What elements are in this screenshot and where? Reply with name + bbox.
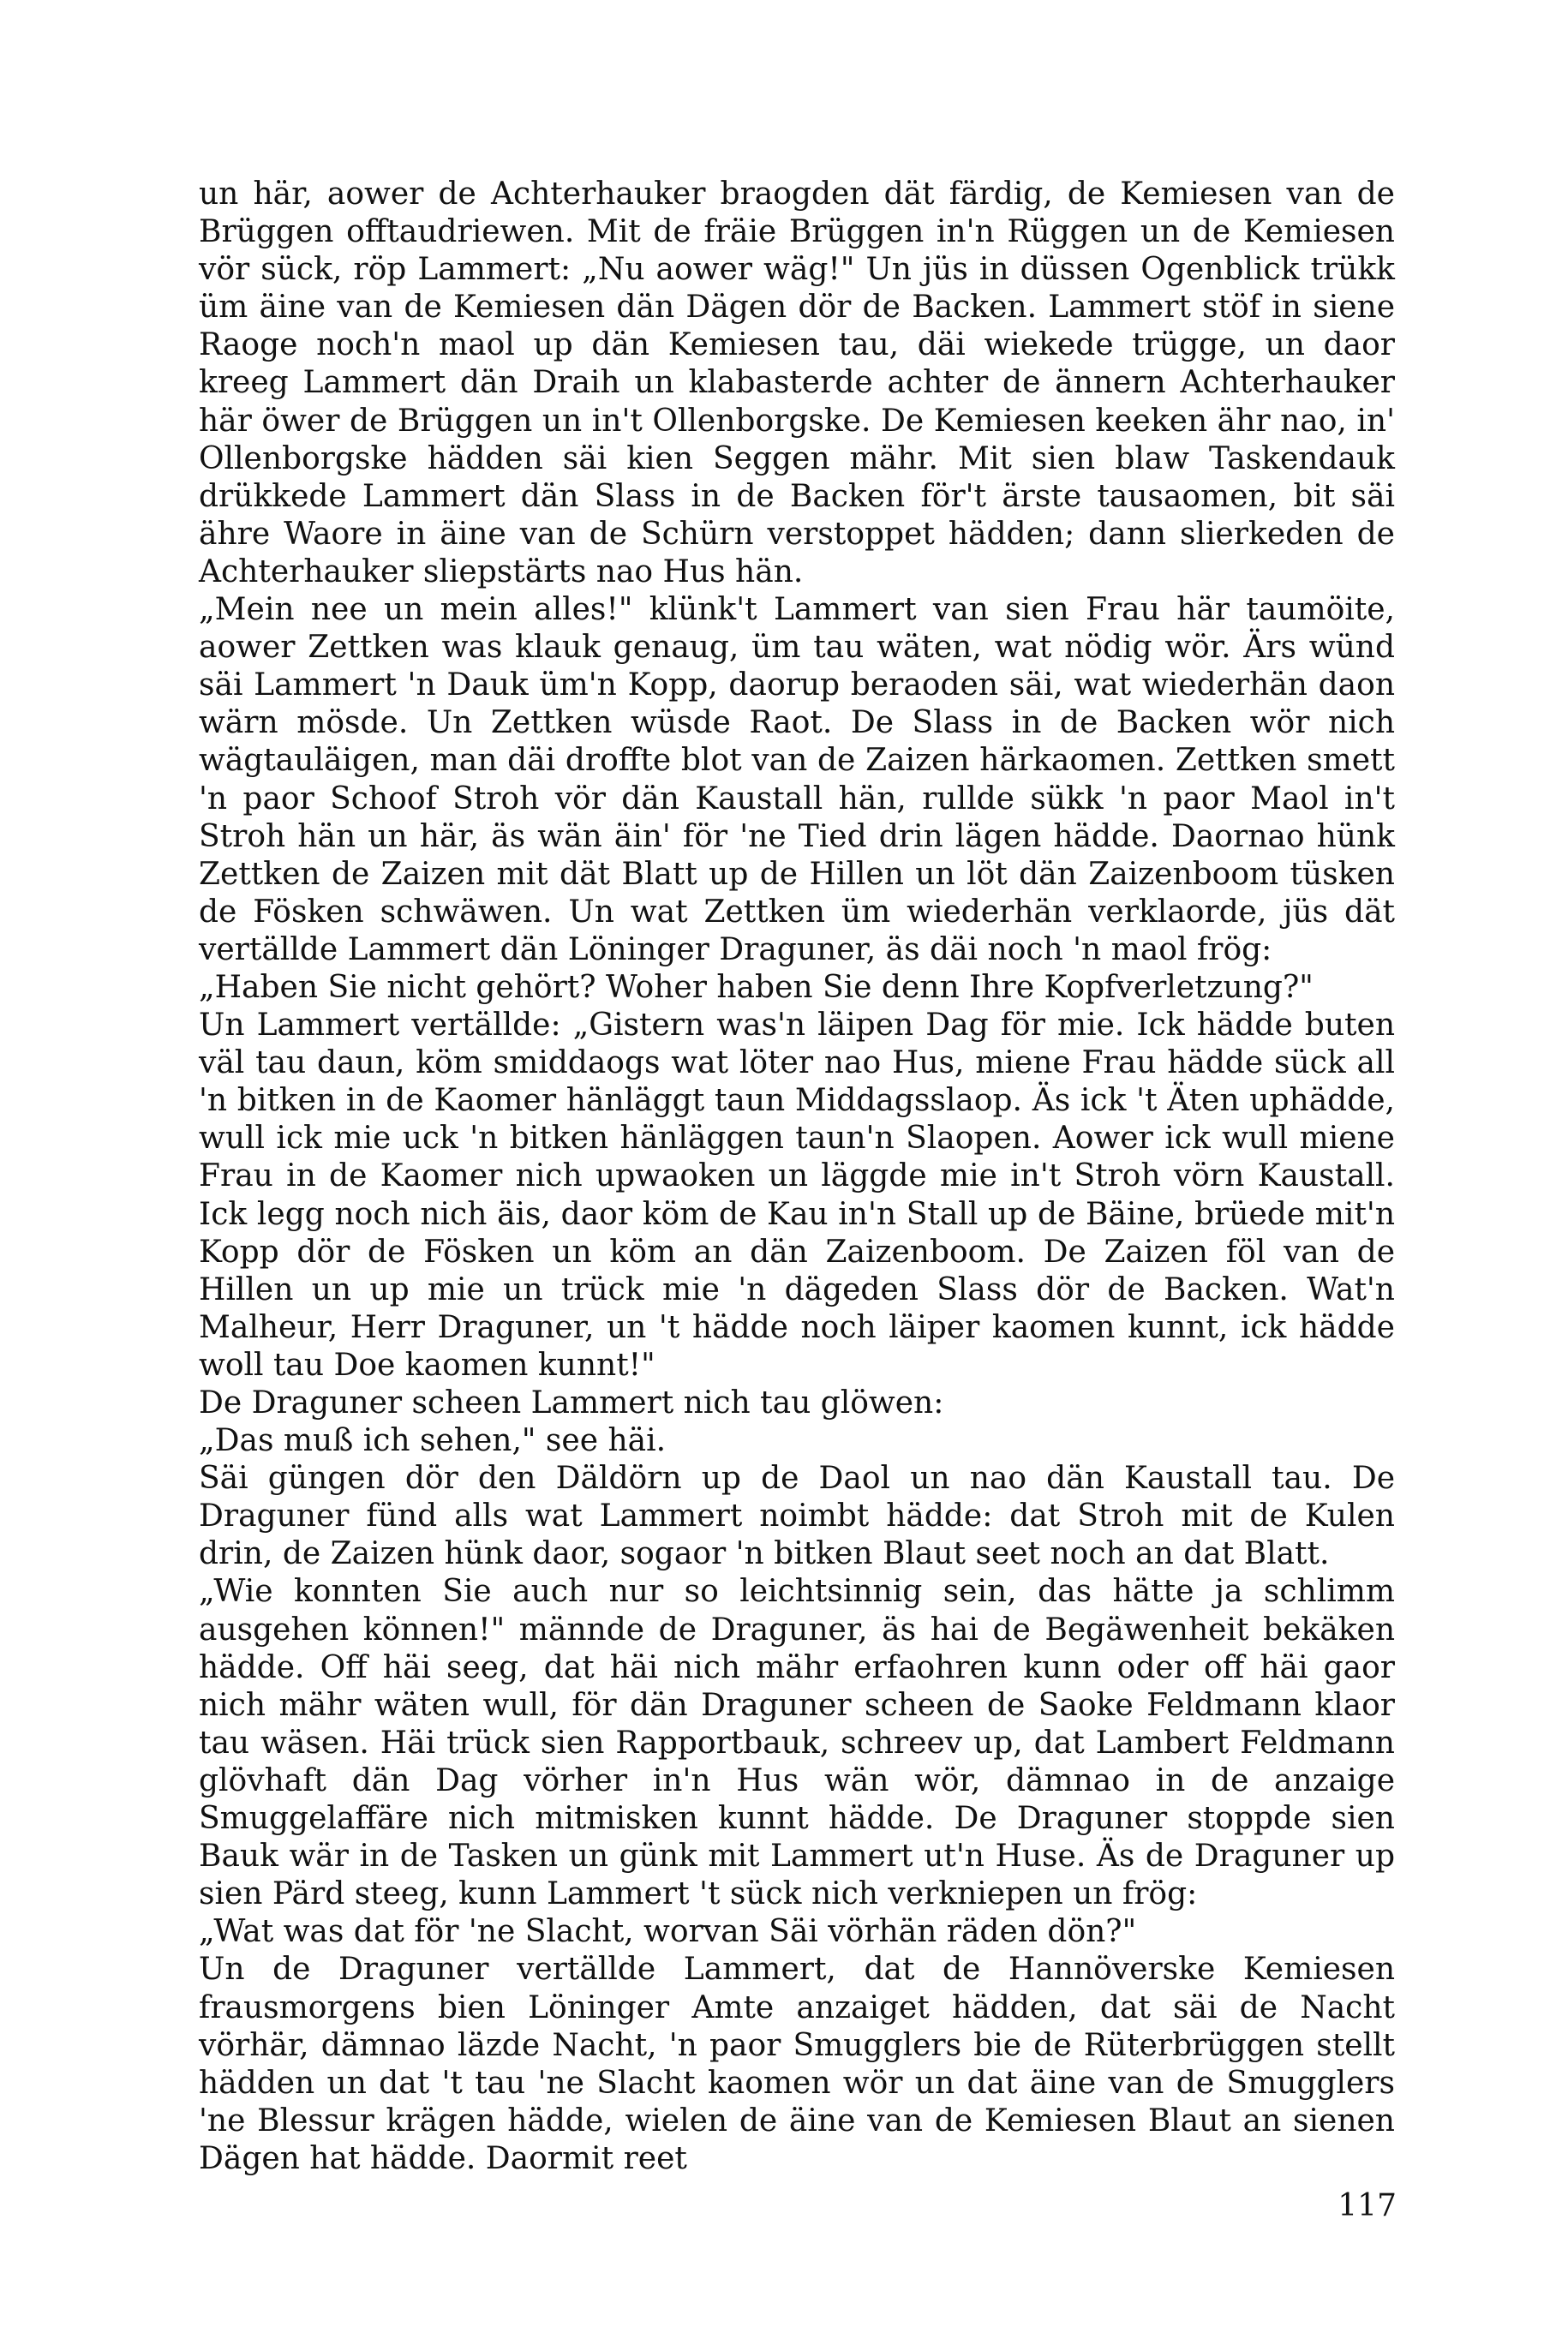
paragraph: De Draguner scheen Lammert nich tau glöwen: (199, 1385, 944, 1421)
paragraph: „Mein nee un mein alles!" klünk't Lammert van sien Frau här taumöite, aower Zettken was klauk genaug, üm tau wäten, wat nödig wör. Ärs wünd säi Lammert 'n Dauk üm'n Kopp, daorup beraoden säi, wat wiederhän daon wärn mösde. Un Zettken wüsde Raot. De Slass in de Backen wör nich wägtauläigen, man däi droffte blot van de Zaizen härkaomen. Zettken smett 'n paor Schoof Stroh vör dän Kaustall hän, rullde sükk 'n paor Maol in't Stroh hän un här, äs wän äin' för 'ne Tied drin lägen hädde. Daornao hünk Zettken de Zaizen mit dät Blatt up de Hillen un löt dän Zaizenboom tüsken de Fösken schwäwen. Un wat Zettken üm wiederhän verklaorde, jüs dät vertällde Lammert dän Löninger Draguner, äs däi noch 'n maol frög: (199, 592, 1395, 967)
body-text (199, 176, 1395, 2178)
paragraph: „Haben Sie nicht gehört? Woher haben Sie denn Ihre Kopfverletzung?" (199, 969, 1314, 1005)
paragraph: Un de Draguner vertällde Lammert, dat de Hannöverske Kemiesen frausmorgens bien Löninger Amte anzaiget hädden, dat säi de Nacht vörhär, dämnao läzde Nacht, 'n paor Smugglers bie de Rüterbrüggen stellt hädden un dat 't tau 'ne Slacht kaomen wör un dat äine van de Smugglers 'ne Blessur krägen hädde, wielen de äine van de Kemiesen Blaut an sienen Dägen hat hädde. Daormit reet (199, 1952, 1395, 2176)
paragraph: Säi güngen dör den Däldörn up de Daol un nao dän Kaustall tau. De Draguner fünd alls wat Lammert noimbt hädde: dat Stroh mit de Kulen drin, de Zaizen hünk daor, sogaor 'n bitken Blaut seet noch an dat Blatt. (199, 1461, 1395, 1572)
paragraph: un här, aower de Achterhauker braogden dät färdig, de Kemiesen van de Brüggen offtaudriewen. Mit de fräie Brüggen in'n Rüggen un de Kemiesen vör sück, röp Lammert: „Nu aower wäg!" Un jüs in düssen Ogenblick trükk üm äine van de Kemiesen dän Dägen dör de Backen. Lammert stöf in siene Raoge noch'n maol up dän Kemiesen tau, däi wiekede trügge, un daor kreeg Lammert dän Draih un klabasterde achter de ännern Achterhauker här öwer de Brüggen un in't Ollenborgske. De Kemiesen keeken ähr nao, in' Ollenborgske hädden säi kien Seggen mähr. Mit sien blaw Taskendauk drükkede Lammert dän Slass in de Backen för't ärste tausaomen, bit säi ähre Waore in äine van de Schürn verstoppet hädden; dann slierkeden de Achterhauker sliepstärts nao Hus hän. (199, 176, 1395, 589)
page-number: 117 (1338, 2188, 1397, 2223)
paragraph: „Wat was dat för 'ne Slacht, worvan Säi vörhän räden dön?" (199, 1914, 1137, 1950)
paragraph: Un Lammert vertällde: „Gistern was'n läipen Dag för mie. Ick hädde buten väl tau daun, köm smiddaogs wat löter nao Hus, miene Frau hädde sück all 'n bitken in de Kaomer hänläggt taun Middagsslaop. Äs ick 't Äten uphädde, wull ick mie uck 'n bitken hänläggen taun'n Slaopen. Aower ick wull miene Frau in de Kaomer nich upwaoken un läggde mie in't Stroh vörn Kaustall. Ick legg noch nich äis, daor köm de Kau in'n Stall up de Bäine, brüede mit'n Kopp dör de Fösken un köm an dän Zaizenboom. De Zaizen föl van de Hillen un up mie un trück mie 'n dägeden Slass dör de Backen. Wat'n Malheur, Herr Draguner, un 't hädde noch läiper kaomen kunnt, ick hädde woll tau Doe kaomen kunnt!" (199, 1008, 1395, 1383)
paragraph: „Wie konnten Sie auch nur so leichtsinnig sein, das hätte ja schlimm ausgehen können!" männde de Draguner, äs hai de Begäwenheit bekäken hädde. Off häi seeg, dat häi nich mähr erfaohren kunn oder off häi gaor nich mähr wäten wull, för dän Draguner scheen de Saoke Feldmann klaor tau wäsen. Häi trück sien Rapportbauk, schreev up, dat Lambert Feldmann glövhaft dän Dag vörher in'n Hus wän wör, dämnao in de anzaige Smuggelaffäre nich mitmisken kunnt hädde. De Draguner stoppde sien Bauk wär in de Tasken un günk mit Lammert ut'n Huse. Äs de Draguner up sien Pärd steeg, kunn Lammert 't sück nich verkniepen un frög: (199, 1574, 1395, 1912)
paragraph: „Das muß ich sehen," see häi. (199, 1423, 667, 1459)
